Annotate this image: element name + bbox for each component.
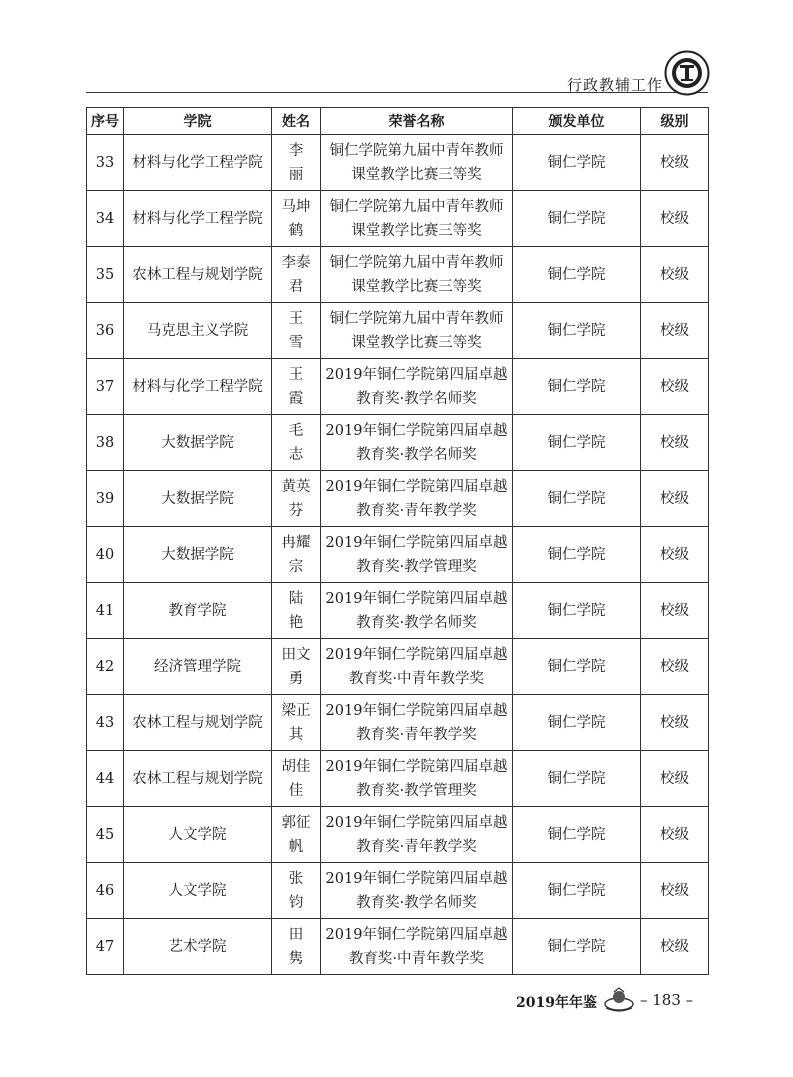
honor-line-1: 2019年铜仁学院第四届卓越 — [325, 534, 508, 551]
table-row — [87, 919, 709, 975]
honor-line-1: 2019年铜仁学院第四届卓越 — [325, 702, 508, 719]
column-header-honor: 荣誉名称 — [321, 108, 513, 135]
honor-line-1: 2019年铜仁学院第四届卓越 — [325, 478, 508, 495]
cell-college: 大数据学院 — [124, 471, 272, 527]
honor-line-2: 课堂教学比赛三等奖 — [351, 166, 482, 183]
cell-name: 胡佳佳 — [272, 751, 321, 807]
honor-line-1: 铜仁学院第九届中青年教师 — [329, 310, 504, 327]
cell-college: 大数据学院 — [124, 527, 272, 583]
cell-name: 王 霞 — [272, 359, 321, 415]
yearbook-emblem-icon — [602, 986, 636, 1014]
column-header-level: 级别 — [641, 108, 709, 135]
table-row — [87, 303, 709, 359]
table-row — [87, 751, 709, 807]
cell-no: 47 — [87, 919, 124, 975]
cell-college: 材料与化学工程学院 — [124, 359, 272, 415]
cell-honor — [321, 359, 513, 415]
cell-name: 张 钧 — [272, 863, 321, 919]
cell-issuer: 铜仁学院 — [513, 471, 641, 527]
cell-college: 教育学院 — [124, 583, 272, 639]
cell-honor — [321, 751, 513, 807]
table-row — [87, 415, 709, 471]
cell-name: 田 隽 — [272, 919, 321, 975]
cell-name: 陆 艳 — [272, 583, 321, 639]
cell-issuer: 铜仁学院 — [513, 639, 641, 695]
cell-honor — [321, 919, 513, 975]
cell-issuer: 铜仁学院 — [513, 303, 641, 359]
cell-honor — [321, 807, 513, 863]
page-footer — [500, 986, 710, 1016]
cell-level: 校级 — [641, 415, 709, 471]
honor-line-1: 2019年铜仁学院第四届卓越 — [325, 814, 508, 831]
cell-no: 46 — [87, 863, 124, 919]
honor-line-2: 课堂教学比赛三等奖 — [351, 222, 482, 239]
section-title: 行政教辅工作 — [566, 76, 663, 94]
cell-issuer: 铜仁学院 — [513, 415, 641, 471]
honor-line-1: 2019年铜仁学院第四届卓越 — [325, 758, 508, 775]
table-row — [87, 527, 709, 583]
university-seal-icon — [664, 50, 710, 96]
honor-line-2: 教育奖·教学名师奖 — [356, 894, 477, 911]
column-header-no: 序号 — [87, 108, 124, 135]
honor-line-2: 教育奖·青年教学奖 — [356, 726, 477, 743]
page-number: – 183 – — [640, 991, 694, 1009]
honor-line-1: 铜仁学院第九届中青年教师 — [329, 254, 504, 271]
cell-issuer: 铜仁学院 — [513, 359, 641, 415]
cell-level: 校级 — [641, 863, 709, 919]
cell-level: 校级 — [641, 751, 709, 807]
cell-no: 42 — [87, 639, 124, 695]
cell-level: 校级 — [641, 135, 709, 191]
cell-issuer: 铜仁学院 — [513, 247, 641, 303]
cell-name: 马坤鹤 — [272, 191, 321, 247]
table-row — [87, 471, 709, 527]
cell-honor — [321, 415, 513, 471]
table-row — [87, 863, 709, 919]
cell-issuer: 铜仁学院 — [513, 695, 641, 751]
cell-no: 39 — [87, 471, 124, 527]
honor-line-1: 2019年铜仁学院第四届卓越 — [325, 870, 508, 887]
honor-line-2: 教育奖·中青年教学奖 — [348, 670, 485, 687]
cell-level: 校级 — [641, 527, 709, 583]
cell-college: 农林工程与规划学院 — [124, 751, 272, 807]
table-row — [87, 583, 709, 639]
cell-honor — [321, 863, 513, 919]
cell-no: 38 — [87, 415, 124, 471]
honor-line-1: 铜仁学院第九届中青年教师 — [329, 142, 504, 159]
cell-no: 41 — [87, 583, 124, 639]
cell-name: 冉耀宗 — [272, 527, 321, 583]
cell-name: 黄英芬 — [272, 471, 321, 527]
honor-line-1: 2019年铜仁学院第四届卓越 — [325, 366, 508, 383]
cell-honor — [321, 191, 513, 247]
cell-honor — [321, 135, 513, 191]
cell-no: 37 — [87, 359, 124, 415]
cell-issuer: 铜仁学院 — [513, 527, 641, 583]
honor-line-2: 教育奖·青年教学奖 — [356, 502, 477, 519]
cell-name: 李泰君 — [272, 247, 321, 303]
cell-honor — [321, 247, 513, 303]
cell-honor — [321, 527, 513, 583]
honor-line-1: 2019年铜仁学院第四届卓越 — [325, 590, 508, 607]
honor-line-2: 教育奖·教学名师奖 — [356, 614, 477, 631]
honor-line-1: 2019年铜仁学院第四届卓越 — [325, 422, 508, 439]
cell-level: 校级 — [641, 583, 709, 639]
honor-line-2: 教育奖·教学名师奖 — [356, 446, 477, 463]
yearbook-label: 2019年年鉴 — [516, 995, 597, 1011]
cell-no: 40 — [87, 527, 124, 583]
cell-level: 校级 — [641, 695, 709, 751]
cell-issuer: 铜仁学院 — [513, 191, 641, 247]
cell-level: 校级 — [641, 807, 709, 863]
cell-issuer: 铜仁学院 — [513, 583, 641, 639]
cell-college: 人文学院 — [124, 863, 272, 919]
honor-line-1: 2019年铜仁学院第四届卓越 — [325, 646, 508, 663]
cell-level: 校级 — [641, 191, 709, 247]
cell-college: 农林工程与规划学院 — [124, 247, 272, 303]
cell-college: 经济管理学院 — [124, 639, 272, 695]
cell-name: 毛 志 — [272, 415, 321, 471]
honor-line-2: 教育奖·青年教学奖 — [356, 838, 477, 855]
cell-honor — [321, 303, 513, 359]
honor-line-2: 教育奖·教学名师奖 — [356, 390, 477, 407]
cell-no: 33 — [87, 135, 124, 191]
cell-issuer: 铜仁学院 — [513, 135, 641, 191]
cell-issuer: 铜仁学院 — [513, 807, 641, 863]
cell-college: 艺术学院 — [124, 919, 272, 975]
cell-name: 梁正其 — [272, 695, 321, 751]
header-divider — [86, 92, 708, 93]
honor-line-1: 2019年铜仁学院第四届卓越 — [325, 926, 508, 943]
table-row — [87, 191, 709, 247]
column-header-college: 学院 — [124, 108, 272, 135]
table-body — [87, 135, 709, 975]
honor-line-2: 教育奖·教学管理奖 — [356, 782, 477, 799]
cell-name: 李 丽 — [272, 135, 321, 191]
cell-level: 校级 — [641, 639, 709, 695]
cell-issuer: 铜仁学院 — [513, 919, 641, 975]
table-row — [87, 695, 709, 751]
column-header-issuer: 颁发单位 — [513, 108, 641, 135]
table-header-row — [87, 108, 709, 135]
cell-college: 材料与化学工程学院 — [124, 191, 272, 247]
cell-college: 材料与化学工程学院 — [124, 135, 272, 191]
cell-name: 王 雪 — [272, 303, 321, 359]
cell-no: 45 — [87, 807, 124, 863]
cell-no: 36 — [87, 303, 124, 359]
cell-level: 校级 — [641, 303, 709, 359]
cell-college: 人文学院 — [124, 807, 272, 863]
cell-no: 43 — [87, 695, 124, 751]
cell-issuer: 铜仁学院 — [513, 751, 641, 807]
cell-honor — [321, 695, 513, 751]
cell-honor — [321, 471, 513, 527]
cell-issuer: 铜仁学院 — [513, 863, 641, 919]
cell-college: 大数据学院 — [124, 415, 272, 471]
honor-line-2: 教育奖·中青年教学奖 — [348, 950, 485, 967]
cell-level: 校级 — [641, 471, 709, 527]
column-header-name: 姓名 — [272, 108, 321, 135]
cell-no: 35 — [87, 247, 124, 303]
cell-honor — [321, 583, 513, 639]
honor-line-2: 课堂教学比赛三等奖 — [351, 278, 482, 295]
honors-table — [86, 107, 709, 975]
table-row — [87, 639, 709, 695]
cell-honor — [321, 639, 513, 695]
honor-line-2: 教育奖·教学管理奖 — [356, 558, 477, 575]
honor-line-1: 铜仁学院第九届中青年教师 — [329, 198, 504, 215]
cell-no: 44 — [87, 751, 124, 807]
cell-level: 校级 — [641, 919, 709, 975]
table-row — [87, 359, 709, 415]
table-row — [87, 135, 709, 191]
cell-level: 校级 — [641, 359, 709, 415]
cell-name: 郭征帆 — [272, 807, 321, 863]
cell-college: 马克思主义学院 — [124, 303, 272, 359]
cell-name: 田文勇 — [272, 639, 321, 695]
cell-level: 校级 — [641, 247, 709, 303]
honor-line-2: 课堂教学比赛三等奖 — [351, 334, 482, 351]
table-row — [87, 247, 709, 303]
table-row — [87, 807, 709, 863]
cell-college: 农林工程与规划学院 — [124, 695, 272, 751]
cell-no: 34 — [87, 191, 124, 247]
